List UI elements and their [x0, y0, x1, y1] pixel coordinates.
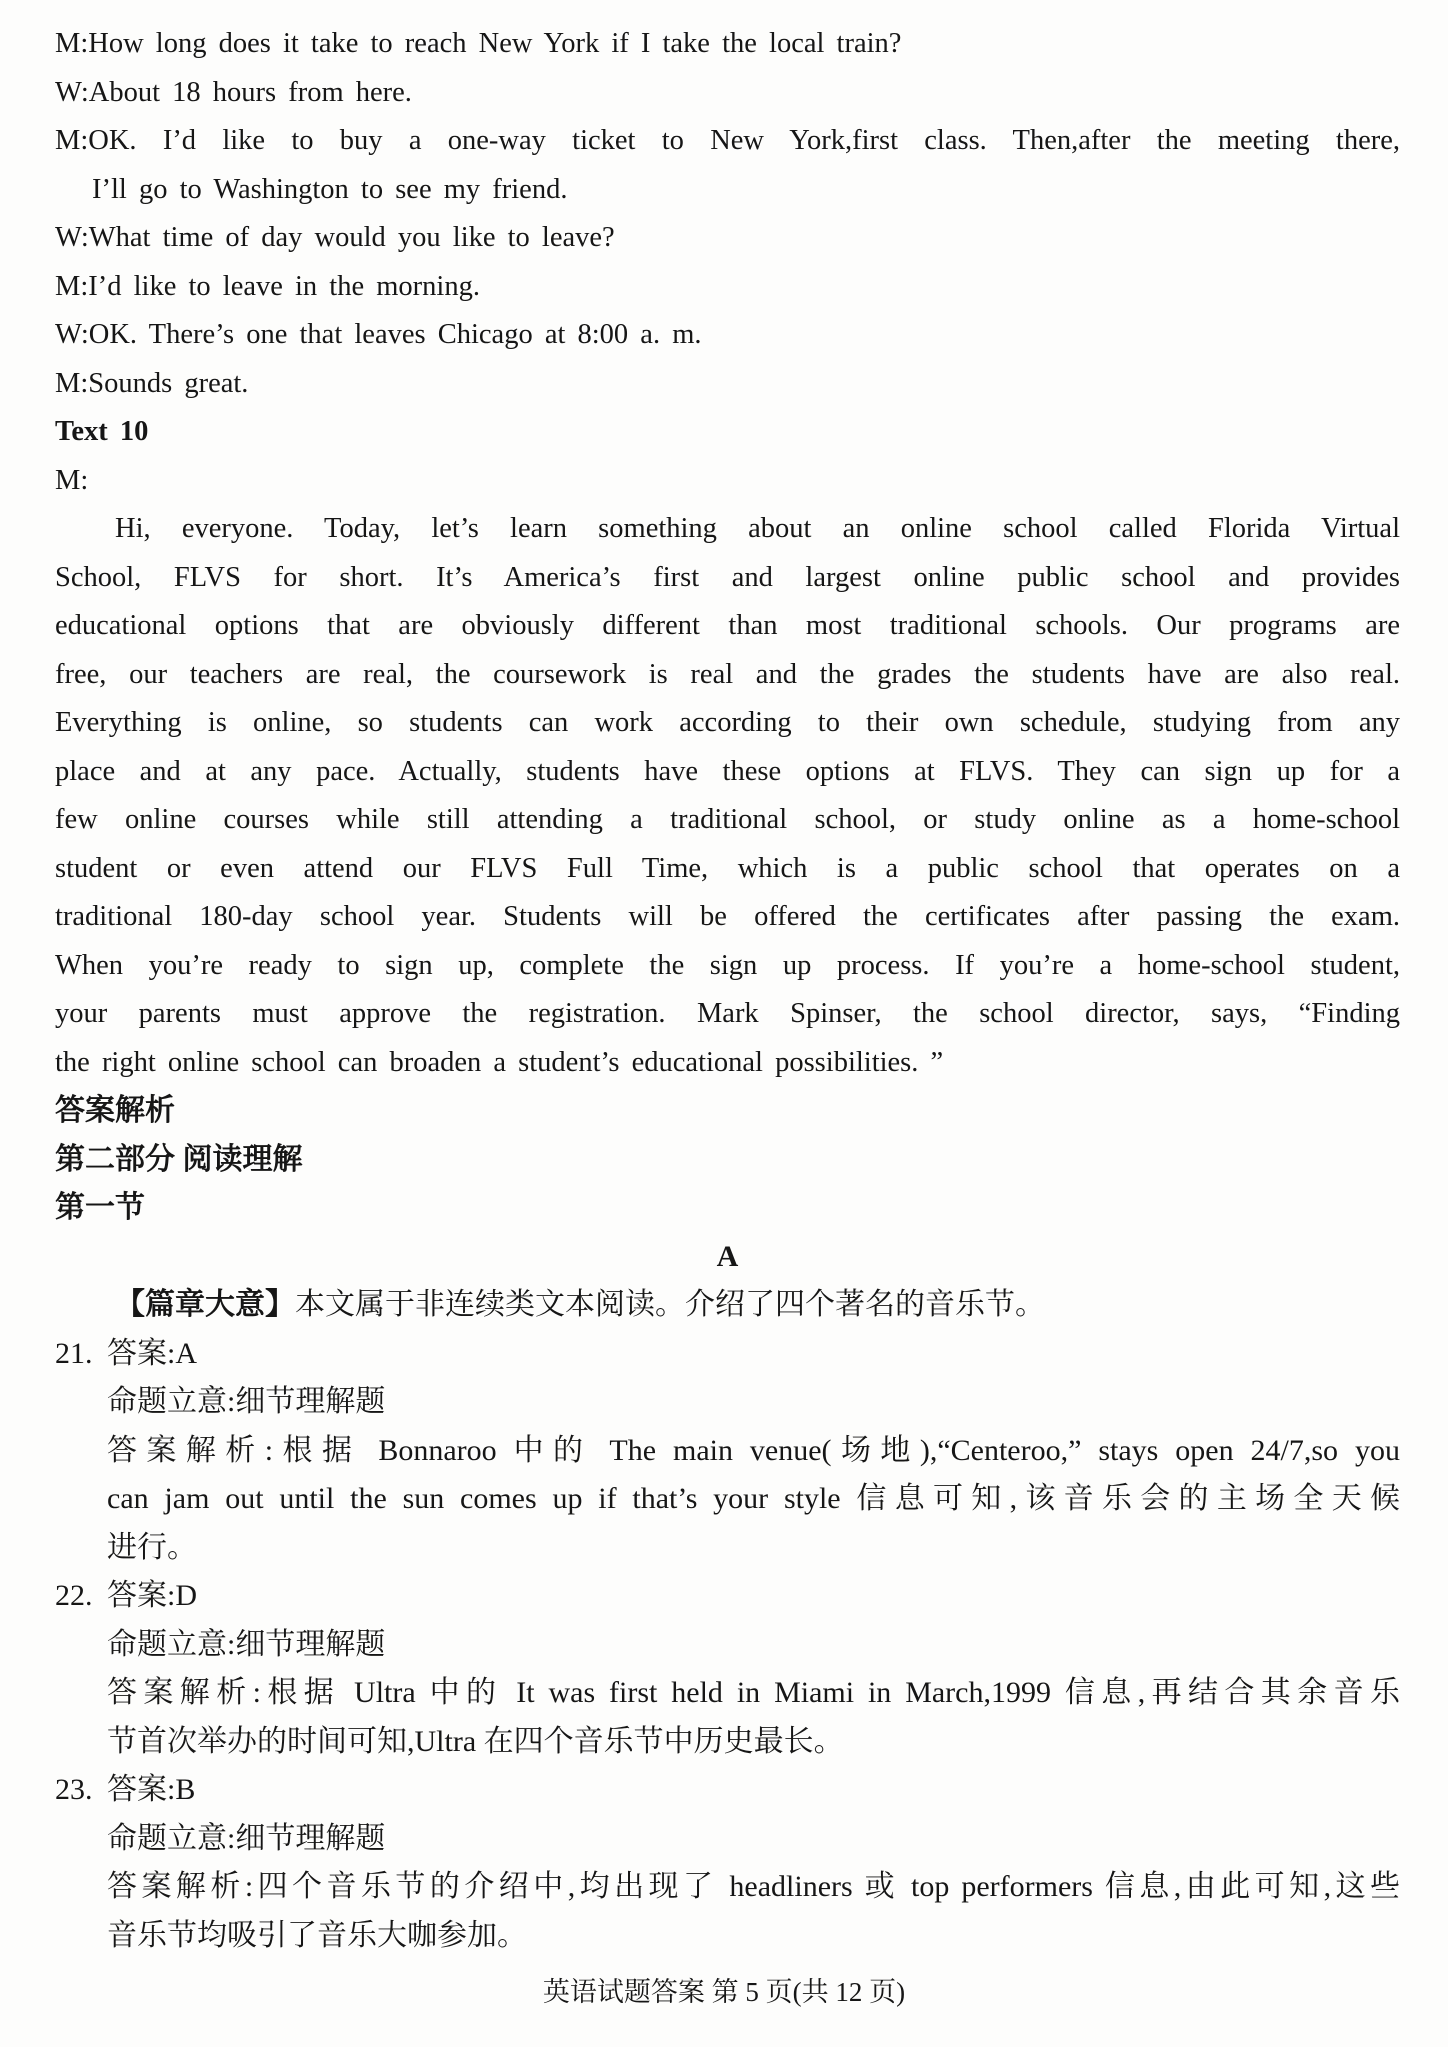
- intent-line: 命题立意:细节理解题: [107, 1821, 386, 1855]
- monologue-line: your parents must approve the registration. Mark Spinser, the school director, says, “Finding: [55, 998, 1400, 1029]
- monologue-line: place and at any pace. Actually, students have these options at FLVS. They can sign up for a: [55, 755, 1400, 787]
- intent-line: 命题立意:细节理解题: [107, 1627, 386, 1661]
- monologue-line: Everything is online, so students can work according to their own schedule, studying from any: [55, 707, 1400, 738]
- answer-item-22: [55, 1572, 1400, 1766]
- passage-label: A: [716, 1239, 739, 1273]
- answer-item-23: [55, 1766, 1400, 1960]
- analysis-line: 进行。: [107, 1530, 197, 1564]
- monologue-line: the right online school can broaden a student’s educational possibilities. ”: [55, 1046, 944, 1078]
- monologue-line: few online courses while still attending a traditional school, or study online as a home-school: [55, 804, 1400, 835]
- dialogue-line: M:OK. I’d like to buy a one-way ticket to New York,first class. Then,after the meeting there,: [55, 125, 1400, 156]
- passage-summary: [55, 1281, 1400, 1330]
- dialogue-line: M:How long does it take to reach New York if I take the local train?: [55, 28, 902, 59]
- item-number: 21.: [55, 1336, 93, 1370]
- dialogue-line: W:About 18 hours from here.: [55, 76, 412, 108]
- answer-value: 答案:D: [107, 1579, 197, 1612]
- monologue-line: traditional 180-day school year. Students will be offered the certificates after passing the exam.: [55, 901, 1400, 932]
- analysis-line: 答案解析:四个音乐节的介绍中,均出现了 headliners 或 top performers 信息,由此可知,这些: [107, 1870, 1400, 1903]
- dialogue-line: W:What time of day would you like to leave?: [55, 222, 615, 253]
- analysis-line: 节首次举办的时间可知,Ultra 在四个音乐节中历史最长。: [107, 1724, 844, 1758]
- analysis-line: can jam out until the sun comes up if that’s your style 信息可知,该音乐会的主场全天候: [107, 1482, 1400, 1515]
- monologue-line: student or even attend our FLVS Full Time, which is a public school that operates on a: [55, 852, 1400, 884]
- answer-analysis-section: [55, 1087, 1400, 1960]
- analysis-line: 音乐节均吸引了音乐大咖参加。: [107, 1918, 527, 1952]
- monologue-line: educational options that are obviously different than most traditional schools. Our programs are: [55, 610, 1400, 641]
- intent-line: 命题立意:细节理解题: [107, 1385, 386, 1418]
- monologue-line: School, FLVS for short. It’s America’s first and largest online public school and provides: [55, 561, 1400, 593]
- part-heading: 第二部分 阅读理解: [55, 1142, 303, 1176]
- answer-line: [55, 1572, 1400, 1621]
- monologue-line: Hi, everyone. Today, let’s learn something about an online school called Florida Virtual: [115, 513, 1400, 544]
- summary-label: 【篇章大意】: [115, 1288, 295, 1321]
- dialogue-continuation-line: I’ll go to Washington to see my friend.: [92, 173, 568, 205]
- monologue-line: When you’re ready to sign up, complete the sign up process. If you’re a home-school student,: [55, 949, 1400, 981]
- answer-line: [55, 1330, 1400, 1379]
- item-number: 23.: [55, 1773, 93, 1806]
- answer-value: 答案:B: [107, 1773, 196, 1806]
- answer-item-21: [55, 1330, 1400, 1573]
- monologue-paragraph: [55, 505, 1400, 1087]
- dialogue-line: W:OK. There’s one that leaves Chicago at 8:00 a. m.: [55, 319, 702, 350]
- dialogue-transcript: [55, 20, 1400, 408]
- section-heading: 第一节: [55, 1191, 145, 1224]
- monologue-line: free, our teachers are real, the coursework is real and the grades the students have are also real.: [55, 658, 1400, 690]
- summary-text: 本文属于非连续类文本阅读。介绍了四个著名的音乐节。: [295, 1288, 1045, 1321]
- page-footer: 英语试题答案 第 5 页(共 12 页): [542, 1977, 906, 2007]
- answer-value: 答案:A: [107, 1336, 197, 1370]
- analysis-line: 答案解析:根据 Bonnaroo 中的 The main venue(场地),“Centeroo,” stays open 24/7,so you: [107, 1433, 1400, 1467]
- text10-speaker: M:: [55, 464, 89, 496]
- analysis-line: 答案解析:根据 Ultra 中的 It was first held in Miami in March,1999 信息,再结合其余音乐: [107, 1676, 1400, 1709]
- answers-heading: 答案解析: [55, 1094, 175, 1127]
- dialogue-line: M:I’d like to leave in the morning.: [55, 270, 480, 302]
- text10-heading: Text 10: [55, 416, 149, 447]
- dialogue-line: M:Sounds great.: [55, 367, 249, 399]
- item-number: 22.: [55, 1579, 93, 1612]
- answer-line: [55, 1766, 1400, 1815]
